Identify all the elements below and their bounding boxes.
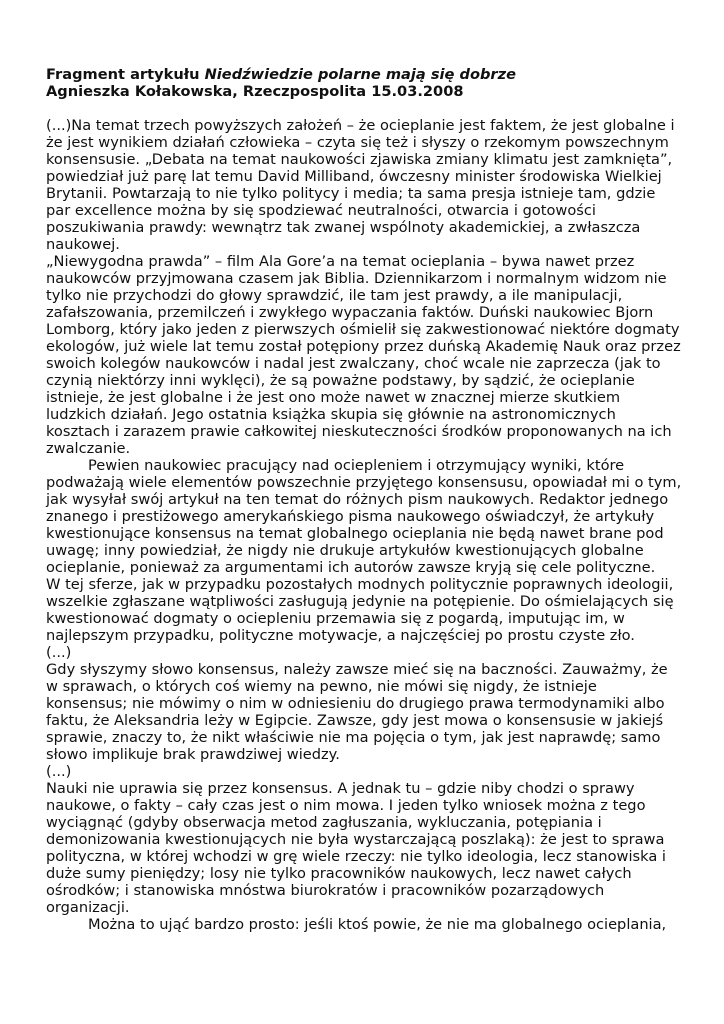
paragraph: Można to ująć bardzo prosto: jeśli ktoś powie, że nie ma globalnego ocieplania, [88,916,667,933]
title-prefix: Fragment artykułu [46,66,205,83]
article-source-line: Agnieszka Kołakowska, Rzeczpospolita 15.03.2008 [46,83,464,100]
ellipsis-marker: (...) [46,763,72,780]
paragraph: „Niewygodna prawda” – film Ala Gore’a na temat ocieplania – bywa nawet przez naukowców przyjmowana czasem jak Biblia. Dziennikarzom i normalnym widzom nie tylko nie przychodzi do głowy sprawdzić, ile tam jest prawdy, a ile manipulacji, zafałszowania, przemilczeń i zwykłego wypaczania faktów. Duński naukowiec Bjorn Lomborg, który jako jeden z pierwszych ośmielił się zakwestionować niektóre dogmaty ekologów, już wiele lat temu został potępiony przez duńską Akademię Nauk oraz przez swoich kolegów naukowców i nadal jest zwalczany, choć wcale nie zaprzecza (jak to czynią niektórzy inni wyklęci), że są poważne podstawy, by sądzić, że ocieplanie istnieje, że jest globalne i że jest ono może nawet w znacznej mierze skutkiem ludzkich działań. Jego ostatnia książka skupia się głównie na astronomicznych kosztach i zarazem prawie całkowitej nieskuteczności środków proponowanych na ich zwalczanie. [46,253,681,457]
article-title-line [46,66,682,83]
paragraph: Pewien naukowiec pracujący nad ociepleniem i otrzymujący wyniki, które podważają wiele elementów powszechnie przyjętego konsensusu, opowiadał mi o tym, jak wysyłał swój artykuł na ten temat do różnych pism naukowych. Redaktor jednego znanego i prestiżowego amerykańskiego pisma naukowego oświadczył, że artykuły kwestionujące konsensus na temat globalnego ocieplania nie będą nawet brane pod uwagę; inny powiedział, że nigdy nie drukuje artykułów kwestionujących globalne ocieplanie, ponieważ za argumentami ich autorów zawsze kryją się cele polityczne. [46,457,682,576]
article-header [46,66,682,100]
article-title: Niedźwiedzie polarne mają się dobrze [204,66,517,83]
paragraph: W tej sferze, jak w przypadku pozostałych modnych politycznie poprawnych ideologii, wszelkie zgłaszane wątpliwości zasługują jedynie na potępienie. Do ośmielających się kwestionować dogmaty o ociepleniu przemawia się z pogardą, imputując im, w najlepszym przypadku, polityczne motywacje, a najczęściej po prostu czyste zło. [46,576,674,644]
paragraph: Nauki nie uprawia się przez konsensus. A jednak tu – gdzie niby chodzi o sprawy naukowe, o fakty – cały czas jest o nim mowa. I jeden tylko wniosek można z tego wyciągnąć (gdyby obserwacja metod zagłuszania, wykluczania, potępiania i demonizowania kwestionujących nie była wystarczającą poszlaką): że jest to sprawa polityczna, w której wchodzi w grę wiele rzeczy: nie tylko ideologia, lecz stanowiska i duże sumy pieniędzy; losy nie tylko pracowników naukowych, lecz nawet całych ośrodków; i stanowiska mnóstwa biurokratów i pracowników pozarządowych organizacji. [46,780,666,916]
paragraph: Gdy słyszymy słowo konsensus, należy zawsze mieć się na baczności. Zauważmy, że w sprawach, o których coś wiemy na pewno, nie mówi się nigdy, że istnieje konsensus; nie mówimy o nim w odniesieniu do drugiego prawa termodynamiki albo faktu, że Aleksandria leży w Egipcie. Zawsze, gdy jest mowa o konsensusie w jakiejś sprawie, znaczy to, że nikt właściwie nie ma pojęcia o tym, jak jest naprawdę; samo słowo implikuje brak prawdziwej wiedzy. [46,661,668,763]
document-page [46,66,682,933]
ellipsis-marker: (...) [46,644,72,661]
paragraph: (...)Na temat trzech powyższych założeń – że ocieplanie jest faktem, że jest globalne i że jest wynikiem działań człowieka – czyta się też i słyszy o rzekomym powszechnym konsensusie. „Debata na temat naukowości zjawiska zmiany klimatu jest zamknięta”, powiedział już parę lat temu David Milliband, ówczesny minister środowiska Wielkiej Brytanii. Powtarzają to nie tylko politycy i media; ta sama presja istnieje tam, gdzie par excellence można by się spodziewać neutralności, otwarcia i gotowości poszukiwania prawdy: wewnątrz tak zwanej wspólnoty akademickiej, a zwłaszcza naukowej. [46,117,675,253]
